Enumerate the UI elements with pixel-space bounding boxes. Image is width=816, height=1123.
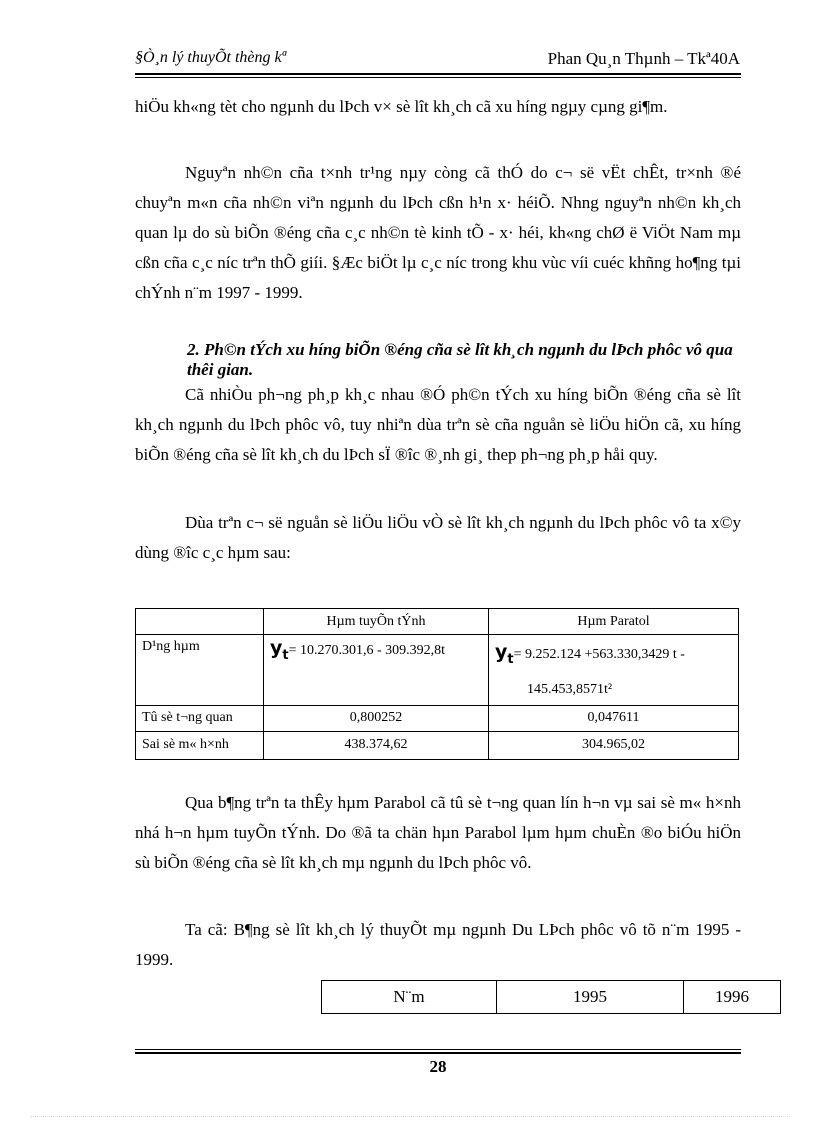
linear-formula: = 10.270.301,6 - 309.392,8t — [288, 643, 446, 658]
header-document-title: §Ò¸n lý thuyÕt thèng kª — [135, 49, 287, 66]
page-edge-dots — [30, 1116, 790, 1117]
parabol-formula-part1: = 9.252.124 +563.330,3429 t - — [513, 647, 685, 662]
paragraph-4: Dùa trªn c¬ së nguån sè liÖu liÖu vÒ sè lît kh¸ch ngµnh du lÞch phôc vô ta x©y dùng ®îc c¸c hµm sau: — [135, 513, 741, 562]
parabol-correlation: 0,047611 — [489, 705, 739, 731]
parabol-formula-part2: 145.453,8571t² — [527, 681, 613, 697]
section-heading: 2. Ph©n tÝch xu híng biÕn ®éng cña sè lît kh¸ch ngµnh du lÞch phôc vô qua thêi gian. — [187, 340, 733, 379]
paragraph-6: Ta cã: B¶ng sè lît kh¸ch lý thuyÕt mµ ngµnh Du LÞch phôc vô tõ n¨m 1995 - 1999. — [135, 920, 741, 969]
linear-correlation: 0,800252 — [264, 705, 489, 731]
y-symbol: $y_t$ — [495, 641, 514, 667]
paragraph-3: Cã nhiÒu ph¬ng ph¸p kh¸c nhau ®Ó ph©n tÝch xu híng biÕn ®éng cña sè lît kh¸ch ngµnh du lÞch phôc vô, tuy nhiªn dùa trªn sè cña nguån sè liÖu hiÖn cã, xu híng biÕn ®éng cña sè lît kh¸ch du lÞch sÏ ®îc ®¸nh gi¸ thep ph¬ng ph¸p håi quy. — [135, 385, 741, 464]
year-1996: 1996 — [684, 981, 781, 1014]
row-label-error: Sai sè m« h×nh — [136, 731, 264, 759]
regression-table — [135, 608, 739, 760]
paragraph-5: Qua b¶ng trªn ta thÊy hµm Parabol cã tû sè t¬ng quan lín h¬n vµ sai sè m« h×nh nhá h¬n hµm tuyÕn tÝnh. Do ®ã ta chän hµn Parabol lµm hµm chuÈn ®o biÓu hiÖn sù biÕn ®éng cña sè lît kh¸ch mµ ngµnh du lÞch phôc vô. — [135, 793, 741, 872]
table-corner-cell — [136, 609, 264, 635]
parabol-error: 304.965,02 — [489, 731, 739, 759]
year-1995: 1995 — [497, 981, 684, 1014]
row-label-correlation: Tû sè t¬ng quan — [136, 705, 264, 731]
paragraph-2: Nguyªn nh©n cña t×nh tr¹ng nµy còng cã thÓ do c¬ së vËt chÊt, tr×nh ®é chuyªn m«n cña nh©n viªn ngµnh du lÞch cßn h¹n x· héiÕ. Nhng nguyªn nh©n kh¸ch quan lµ do sù biÕn ®éng cña c¸c nh©n tè kinh tÕ - x· héi, kh«ng chØ ë ViÖt Nam mµ cßn cña c¸c níc trªn thÕ giíi. §Æc biÖt lµ c¸c níc trong khu vùc víi cuéc khñng ho¶ng tµi chÝnh n¨m 1997 - 1999. — [135, 163, 741, 302]
header-linear: Hµm tuyÕn tÝnh — [264, 609, 489, 635]
header-rule-thin — [135, 77, 741, 78]
header-rule — [135, 73, 741, 75]
theoretical-table — [321, 980, 781, 1014]
paragraph-1: hiÖu kh«ng tèt cho ngµnh du lÞch v× sè lît kh¸ch cã xu híng ngµy cµng gi¶m. — [135, 97, 668, 116]
header-author: Phan Qu¸n Thµnh – Tkª40A — [547, 49, 740, 68]
header-parabol: Hµm Paratol — [489, 609, 739, 635]
linear-error: 438.374,62 — [264, 731, 489, 759]
y-symbol: $y_t$ — [270, 637, 289, 663]
year-header: N¨m — [322, 981, 497, 1014]
linear-formula-cell — [264, 635, 489, 706]
footer-rule-thin — [135, 1049, 741, 1050]
parabol-formula-cell — [489, 635, 739, 706]
row-label-form: D¹ng hµm — [136, 635, 264, 706]
page-number: 28 — [429, 1057, 447, 1076]
footer-rule — [135, 1052, 741, 1054]
